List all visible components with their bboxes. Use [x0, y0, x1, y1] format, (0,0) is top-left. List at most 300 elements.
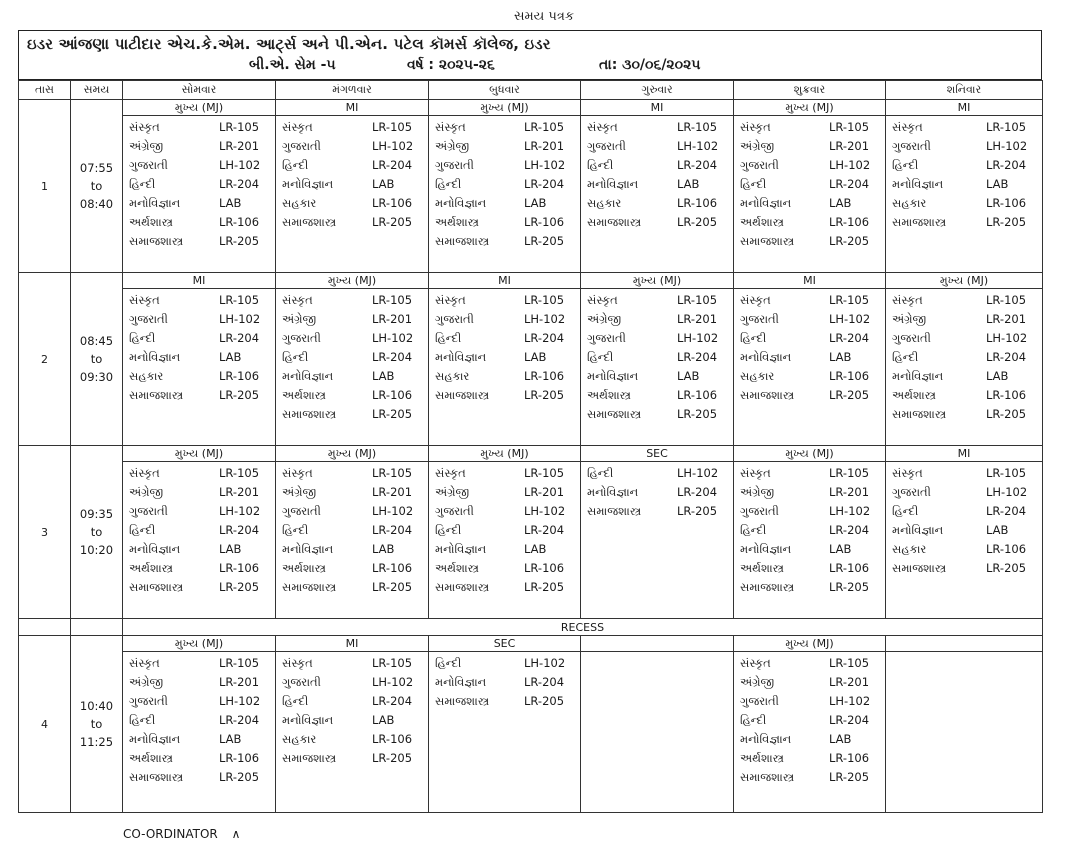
- subject-entry: [435, 692, 576, 711]
- subject-entry: [129, 711, 271, 730]
- subject-entry: [892, 291, 1038, 310]
- slot-monday: [123, 636, 276, 813]
- slot-subject-list: [734, 462, 885, 599]
- slot-subject-list: [429, 116, 580, 253]
- subject-name: અંગ્રેજી: [587, 312, 622, 326]
- subject-entry: [587, 329, 729, 348]
- slot-type: MI: [276, 636, 428, 652]
- subject-name: સમાજશાસ્ત્ર: [129, 580, 184, 594]
- coordinator-signature: [123, 827, 240, 841]
- room-number: LH-102: [524, 158, 566, 172]
- subject-entry: [587, 156, 729, 175]
- subject-entry: [892, 137, 1038, 156]
- recess-label: RECESS: [123, 619, 1043, 636]
- room-number: LR-204: [219, 177, 260, 191]
- subject-entry: [892, 405, 1038, 424]
- room-number: LR-106: [372, 561, 413, 575]
- subject-entry: [129, 213, 271, 232]
- subject-name: સમાજશાસ્ત્ર: [282, 580, 337, 594]
- subject-name: સમાજશાસ્ત્ર: [587, 215, 642, 229]
- subject-name: સહકાર: [587, 196, 622, 210]
- subject-name: હિન્દી: [740, 523, 767, 537]
- room-number: LR-106: [219, 561, 260, 575]
- subject-entry: [587, 175, 729, 194]
- time-to: to: [90, 179, 103, 193]
- slot-friday: [734, 446, 886, 619]
- subject-entry: [282, 730, 424, 749]
- subject-name: સંસ્કૃત: [740, 120, 771, 134]
- slot-friday: [734, 636, 886, 813]
- subject-name: હિન્દી: [282, 694, 309, 708]
- subject-entry: [435, 367, 576, 386]
- room-number: LR-205: [219, 388, 260, 402]
- room-number: LH-102: [219, 158, 261, 172]
- subject-entry: [282, 175, 424, 194]
- subject-entry: [740, 348, 881, 367]
- subject-entry: [740, 578, 881, 597]
- subject-entry: [282, 464, 424, 483]
- room-number: LR-204: [219, 523, 260, 537]
- subject-name: સંસ્કૃત: [892, 466, 923, 480]
- room-number: LR-204: [524, 331, 565, 345]
- subject-name: હિન્દી: [740, 331, 767, 345]
- time-column-header: સમય: [71, 81, 123, 100]
- subject-name: ગુજરાતી: [892, 331, 931, 345]
- subject-entry: [129, 749, 271, 768]
- room-number: LR-205: [372, 407, 413, 421]
- room-number: LH-102: [372, 331, 414, 345]
- room-number: LR-201: [677, 312, 718, 326]
- slot-type: મુખ્ય (MJ): [734, 446, 885, 462]
- room-number: LR-201: [829, 675, 870, 689]
- subject-entry: [435, 118, 576, 137]
- subject-entry: [587, 386, 729, 405]
- subject-entry: [129, 502, 271, 521]
- subject-entry: [740, 291, 881, 310]
- subject-entry: [435, 464, 576, 483]
- subject-entry: [892, 329, 1038, 348]
- subject-name: સહકાર: [282, 196, 317, 210]
- room-number: LR-205: [524, 234, 565, 248]
- subject-entry: [587, 348, 729, 367]
- subject-entry: [282, 367, 424, 386]
- subject-name: મનોવિજ્ઞાન: [892, 177, 944, 191]
- timetable: [18, 80, 1043, 813]
- room-number: LH-102: [829, 504, 871, 518]
- subject-entry: [129, 367, 271, 386]
- subject-entry: [282, 194, 424, 213]
- subject-name: સમાજશાસ્ત્ર: [435, 580, 490, 594]
- subject-name: સંસ્કૃત: [282, 120, 313, 134]
- room-number: LAB: [372, 369, 395, 383]
- room-number: LR-106: [372, 732, 413, 746]
- subject-entry: [740, 673, 881, 692]
- subject-entry: [282, 654, 424, 673]
- subject-name: સંસ્કૃત: [587, 120, 618, 134]
- room-number: LH-102: [372, 504, 414, 518]
- room-number: LH-102: [524, 312, 566, 326]
- room-number: LR-204: [372, 523, 413, 537]
- room-number: LR-205: [219, 234, 260, 248]
- slot-type: MI: [734, 273, 885, 289]
- room-number: LR-201: [524, 485, 565, 499]
- room-number: LR-205: [219, 770, 260, 784]
- slot-subject-list: [429, 462, 580, 599]
- subject-name: સમાજશાસ્ત્ર: [892, 215, 947, 229]
- slot-monday: [123, 446, 276, 619]
- subject-name: ગુજરાતી: [892, 139, 931, 153]
- room-number: LH-102: [986, 139, 1028, 153]
- slot-tuesday: [276, 636, 429, 813]
- room-number: LR-105: [372, 120, 413, 134]
- subject-name: ગુજરાતી: [129, 312, 168, 326]
- room-number: LR-204: [677, 158, 718, 172]
- lecture-number: 4: [19, 636, 71, 813]
- subject-entry: [282, 749, 424, 768]
- slot-type: MI: [276, 100, 428, 116]
- room-number: LR-205: [219, 580, 260, 594]
- room-number: LR-205: [829, 770, 870, 784]
- subject-entry: [129, 483, 271, 502]
- subject-entry: [587, 118, 729, 137]
- subject-name: અર્થશાસ્ત્ર: [435, 215, 479, 229]
- subject-entry: [892, 348, 1038, 367]
- subject-entry: [740, 232, 881, 251]
- room-number: LAB: [986, 177, 1009, 191]
- subject-entry: [740, 692, 881, 711]
- subject-name: અંગ્રેજી: [435, 485, 470, 499]
- subject-entry: [129, 673, 271, 692]
- subject-entry: [129, 654, 271, 673]
- subject-entry: [740, 137, 881, 156]
- slot-subject-list: [123, 652, 275, 789]
- room-number: LR-204: [677, 485, 718, 499]
- subject-name: ગુજરાતી: [740, 158, 779, 172]
- subject-name: હિન્દી: [892, 158, 919, 172]
- room-number: LH-102: [372, 675, 414, 689]
- room-number: LR-106: [219, 369, 260, 383]
- slot-tuesday: [276, 273, 429, 446]
- room-number: LR-205: [524, 580, 565, 594]
- subject-name: સમાજશાસ્ત્ર: [282, 751, 337, 765]
- subject-entry: [587, 367, 729, 386]
- slot-tuesday: [276, 100, 429, 273]
- subject-entry: [129, 329, 271, 348]
- subject-entry: [740, 367, 881, 386]
- subject-entry: [282, 348, 424, 367]
- room-number: LAB: [219, 350, 242, 364]
- slot-subject-list: [276, 652, 428, 770]
- lecture-column-header: તાસ: [19, 81, 71, 100]
- slot-type: મુખ્ય (MJ): [581, 273, 733, 289]
- room-number: LR-205: [677, 504, 718, 518]
- lecture-number: 2: [19, 273, 71, 446]
- room-number: LH-102: [829, 694, 871, 708]
- slot-tuesday: [276, 446, 429, 619]
- room-number: LR-204: [524, 523, 565, 537]
- subject-entry: [740, 213, 881, 232]
- signature-mark: ∧: [231, 827, 241, 841]
- time-end: 11:25: [79, 735, 114, 749]
- subject-name: સંસ્કૃત: [740, 656, 771, 670]
- subject-name: હિન્દી: [435, 331, 462, 345]
- subject-entry: [129, 730, 271, 749]
- subject-name: સંસ્કૃત: [129, 120, 160, 134]
- subject-entry: [587, 502, 729, 521]
- subject-entry: [282, 118, 424, 137]
- room-number: LH-102: [524, 656, 566, 670]
- room-number: LR-106: [372, 196, 413, 210]
- subject-name: સંસ્કૃત: [435, 466, 466, 480]
- subject-entry: [740, 118, 881, 137]
- lecture-time: [71, 446, 123, 619]
- room-number: LR-106: [829, 751, 870, 765]
- subject-entry: [892, 464, 1038, 483]
- time-start: 10:40: [79, 699, 114, 713]
- slot-subject-list: [886, 116, 1042, 234]
- subject-entry: [740, 502, 881, 521]
- room-number: LR-204: [986, 504, 1027, 518]
- subject-entry: [740, 386, 881, 405]
- subject-name: હિન્દી: [282, 523, 309, 537]
- subject-entry: [892, 367, 1038, 386]
- subject-name: સંસ્કૃત: [740, 293, 771, 307]
- subject-name: સમાજશાસ્ત્ર: [740, 770, 795, 784]
- subject-entry: [435, 213, 576, 232]
- subject-name: મનોવિજ્ઞાન: [587, 369, 639, 383]
- slot-subject-list: [123, 116, 275, 253]
- subject-entry: [282, 213, 424, 232]
- period-row: [19, 100, 1043, 273]
- room-number: LR-105: [524, 120, 565, 134]
- slot-subject-list: [123, 462, 275, 599]
- room-number: LH-102: [677, 331, 719, 345]
- subject-name: હિન્દી: [435, 177, 462, 191]
- subject-name: સમાજશાસ્ત્ર: [282, 215, 337, 229]
- time-end: 08:40: [79, 197, 114, 211]
- room-number: LR-201: [219, 675, 260, 689]
- subject-name: સમાજશાસ્ત્ર: [129, 770, 184, 784]
- subject-entry: [892, 559, 1038, 578]
- subject-entry: [129, 464, 271, 483]
- issue-date: તા: ૩૦/૦૬/૨૦૨૫: [599, 57, 701, 73]
- subject-name: સંસ્કૃત: [282, 293, 313, 307]
- subject-name: ગુજરાતી: [740, 504, 779, 518]
- subject-name: સમાજશાસ્ત્ર: [435, 388, 490, 402]
- subject-entry: [740, 730, 881, 749]
- room-number: LR-105: [986, 120, 1027, 134]
- room-number: LR-105: [372, 466, 413, 480]
- room-number: LR-105: [829, 120, 870, 134]
- subject-name: સમાજશાસ્ત્ર: [740, 580, 795, 594]
- slot-subject-list: [429, 289, 580, 407]
- room-number: LR-201: [829, 485, 870, 499]
- subject-name: મનોવિજ્ઞાન: [435, 350, 487, 364]
- subject-name: સહકાર: [129, 369, 164, 383]
- subject-entry: [282, 291, 424, 310]
- subject-entry: [129, 194, 271, 213]
- room-number: LR-106: [829, 369, 870, 383]
- room-number: LR-105: [372, 656, 413, 670]
- subject-entry: [282, 156, 424, 175]
- subject-name: ગુજરાતી: [740, 312, 779, 326]
- room-number: LR-201: [372, 312, 413, 326]
- subject-entry: [129, 540, 271, 559]
- subject-name: ગુજરાતી: [129, 158, 168, 172]
- room-number: LR-205: [829, 580, 870, 594]
- subject-name: અર્થશાસ્ત્ર: [129, 561, 173, 575]
- subject-name: મનોવિજ્ઞાન: [740, 542, 792, 556]
- subject-name: મનોવિજ્ઞાન: [435, 196, 487, 210]
- subject-name: અંગ્રેજી: [740, 139, 775, 153]
- subject-name: અંગ્રેજી: [740, 485, 775, 499]
- subject-name: મનોવિજ્ઞાન: [282, 177, 334, 191]
- subject-entry: [282, 578, 424, 597]
- subject-entry: [282, 386, 424, 405]
- subject-name: મનોવિજ્ઞાન: [892, 369, 944, 383]
- subject-entry: [282, 692, 424, 711]
- subject-name: અંગ્રેજી: [129, 675, 164, 689]
- slot-wednesday: [429, 273, 581, 446]
- subject-name: ગુજરાતી: [892, 485, 931, 499]
- subject-name: હિન્દી: [435, 656, 462, 670]
- subject-entry: [129, 291, 271, 310]
- room-number: LAB: [219, 732, 242, 746]
- document-header: [18, 30, 1042, 80]
- subject-entry: [892, 310, 1038, 329]
- subject-entry: [435, 156, 576, 175]
- room-number: LR-105: [829, 656, 870, 670]
- subject-name: મનોવિજ્ઞાન: [587, 177, 639, 191]
- room-number: LR-205: [677, 407, 718, 421]
- slot-thursday: [581, 636, 734, 813]
- room-number: LH-102: [829, 158, 871, 172]
- subject-entry: [435, 654, 576, 673]
- slot-subject-list: [886, 462, 1042, 580]
- time-start: 09:35: [79, 507, 114, 521]
- subject-name: મનોવિજ્ઞાન: [740, 196, 792, 210]
- subject-name: સમાજશાસ્ત્ર: [435, 234, 490, 248]
- subject-entry: [129, 559, 271, 578]
- subject-entry: [740, 559, 881, 578]
- room-number: LH-102: [677, 466, 719, 480]
- subject-entry: [587, 464, 729, 483]
- slot-saturday: [886, 636, 1043, 813]
- room-number: LR-204: [677, 350, 718, 364]
- subject-name: મનોવિજ્ઞાન: [129, 542, 181, 556]
- subject-name: મનોવિજ્ઞાન: [587, 485, 639, 499]
- subject-entry: [129, 310, 271, 329]
- subject-entry: [892, 540, 1038, 559]
- subject-name: હિન્દી: [282, 350, 309, 364]
- room-number: LR-105: [219, 466, 260, 480]
- subject-name: ગુજરાતી: [435, 504, 474, 518]
- room-number: LR-105: [677, 120, 718, 134]
- room-number: LR-201: [524, 139, 565, 153]
- room-number: LR-201: [986, 312, 1027, 326]
- room-number: LR-106: [372, 388, 413, 402]
- room-number: LR-205: [829, 388, 870, 402]
- subject-name: અંગ્રેજી: [435, 139, 470, 153]
- subject-entry: [892, 118, 1038, 137]
- subject-entry: [435, 559, 576, 578]
- subject-entry: [282, 483, 424, 502]
- subject-name: અર્થશાસ્ત્ર: [740, 561, 784, 575]
- subject-name: સંસ્કૃત: [892, 293, 923, 307]
- room-number: LR-201: [219, 485, 260, 499]
- room-number: LR-106: [829, 561, 870, 575]
- subject-name: ગુજરાતી: [435, 312, 474, 326]
- subject-name: હિન્દી: [892, 350, 919, 364]
- room-number: LR-106: [219, 215, 260, 229]
- subject-name: સહકાર: [282, 732, 317, 746]
- room-number: LR-105: [219, 120, 260, 134]
- slot-thursday: [581, 273, 734, 446]
- slot-type: મુખ્ય (MJ): [429, 446, 580, 462]
- slot-subject-list: [886, 289, 1042, 426]
- subject-name: સમાજશાસ્ત્ર: [587, 407, 642, 421]
- document-title: સમય પત્રક: [513, 9, 575, 24]
- room-number: LAB: [829, 542, 852, 556]
- subject-name: અંગ્રેજી: [282, 312, 317, 326]
- slot-type: મુખ્ય (MJ): [734, 636, 885, 652]
- room-number: LR-105: [219, 293, 260, 307]
- slot-subject-list: [581, 116, 733, 234]
- slot-thursday: [581, 100, 734, 273]
- slot-type: MI: [429, 273, 580, 289]
- subject-entry: [587, 194, 729, 213]
- room-number: LR-205: [986, 561, 1027, 575]
- subject-entry: [740, 310, 881, 329]
- room-number: LAB: [677, 177, 700, 191]
- period-row: [19, 636, 1043, 813]
- room-number: LR-105: [677, 293, 718, 307]
- room-number: LR-105: [986, 293, 1027, 307]
- subject-entry: [282, 137, 424, 156]
- room-number: LR-204: [524, 177, 565, 191]
- recess-time-cell: [71, 619, 123, 636]
- subject-entry: [129, 118, 271, 137]
- subject-entry: [892, 156, 1038, 175]
- room-number: LR-106: [829, 215, 870, 229]
- academic-year: વર્ષ : ૨૦૨૫-૨૬: [407, 57, 495, 73]
- recess-lecture-cell: [19, 619, 71, 636]
- subject-name: અંગ્રેજી: [129, 485, 164, 499]
- room-number: LH-102: [524, 504, 566, 518]
- subject-entry: [892, 175, 1038, 194]
- subject-name: સમાજશાસ્ત્ર: [740, 388, 795, 402]
- subject-entry: [892, 386, 1038, 405]
- subject-name: સમાજશાસ્ત્ર: [129, 234, 184, 248]
- time-end: 10:20: [79, 543, 114, 557]
- subject-name: સંસ્કૃત: [435, 120, 466, 134]
- room-number: LAB: [829, 350, 852, 364]
- subject-name: મનોવિજ્ઞાન: [740, 732, 792, 746]
- room-number: LR-106: [677, 196, 718, 210]
- subject-entry: [282, 559, 424, 578]
- room-number: LR-201: [372, 485, 413, 499]
- slot-subject-list: [734, 652, 885, 789]
- subject-name: હિન્દી: [587, 158, 614, 172]
- room-number: LAB: [219, 542, 242, 556]
- room-number: LAB: [372, 713, 395, 727]
- subject-entry: [282, 310, 424, 329]
- slot-subject-list: [581, 289, 733, 426]
- subject-name: સંસ્કૃત: [129, 293, 160, 307]
- slot-thursday: [581, 446, 734, 619]
- subject-name: ગુજરાતી: [587, 331, 626, 345]
- subject-name: સંસ્કૃત: [282, 466, 313, 480]
